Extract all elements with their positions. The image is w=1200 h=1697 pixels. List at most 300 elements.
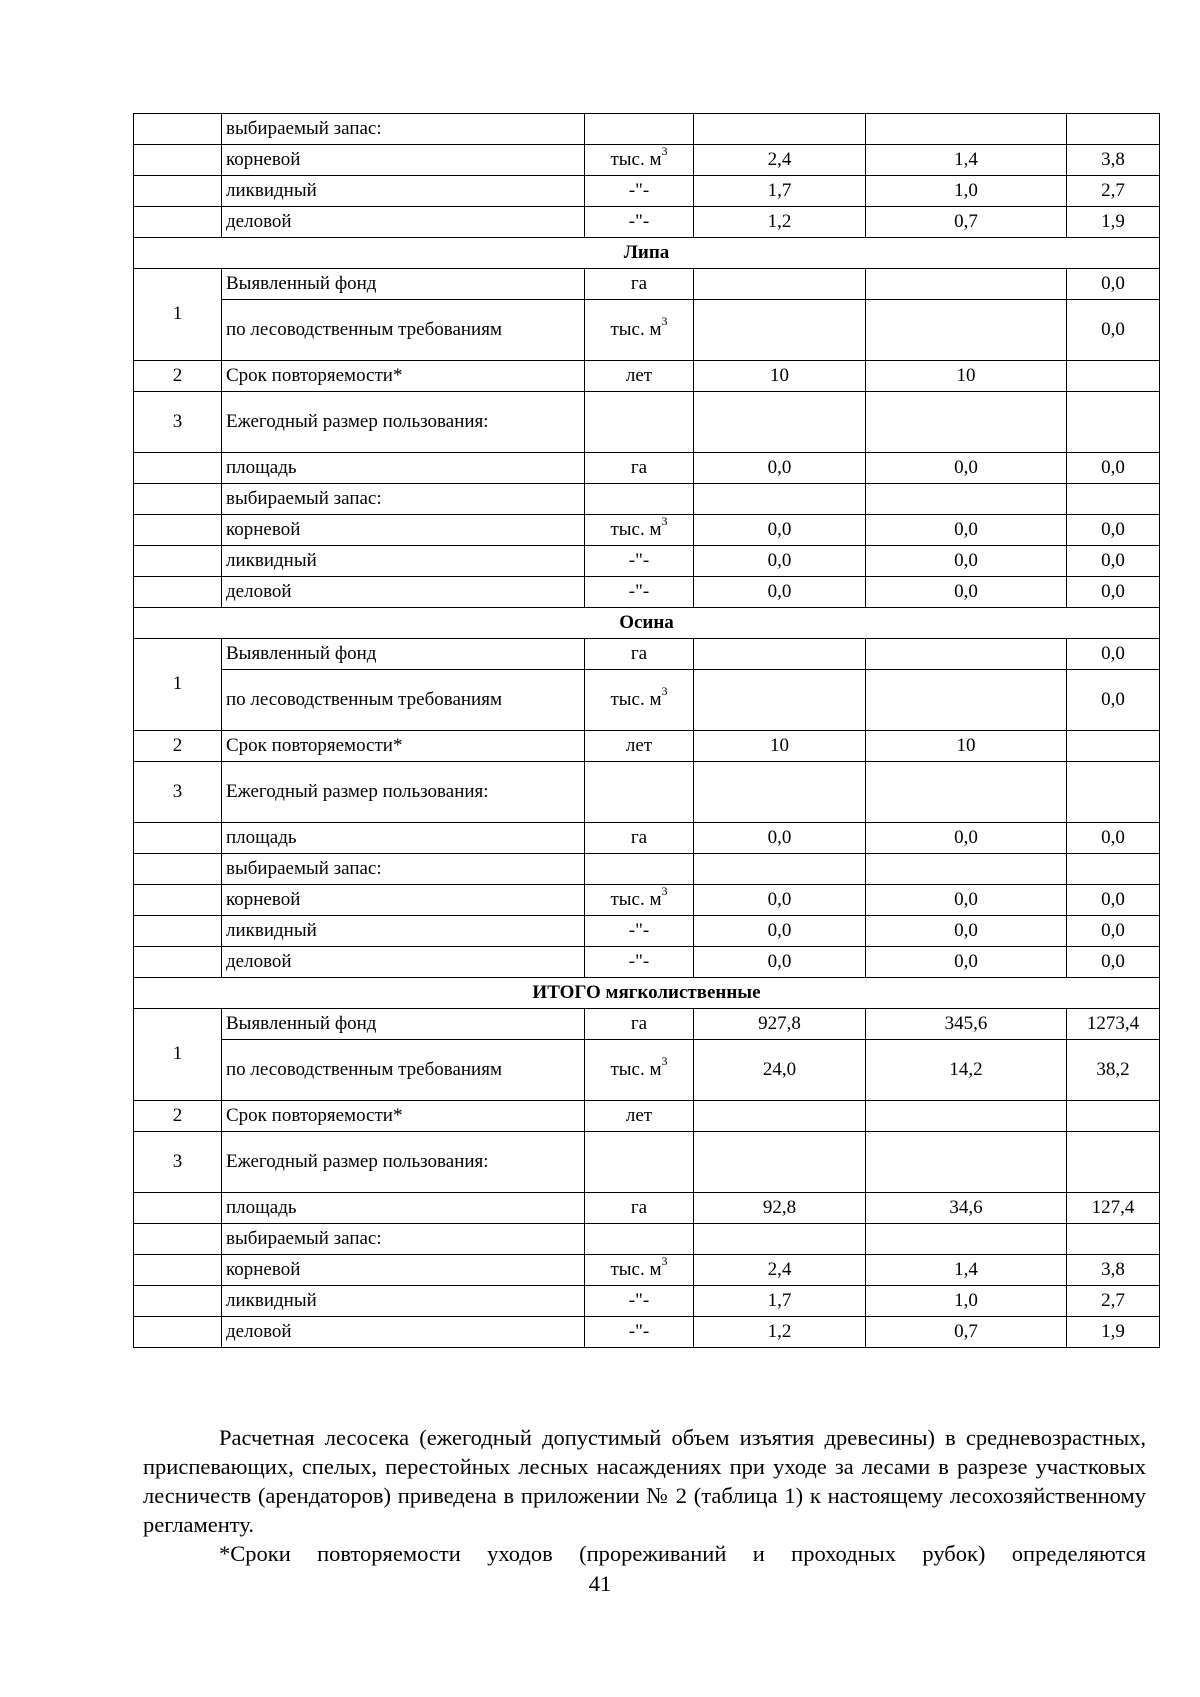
value-cell-3 bbox=[1067, 1255, 1160, 1286]
section-title-cell-text: Осина bbox=[619, 611, 674, 633]
unit-superscript: 3 bbox=[661, 1054, 668, 1069]
row-label-cell bbox=[222, 639, 585, 670]
row-label-cell-text: площадь bbox=[226, 826, 297, 848]
value-cell-3-text: 0,0 bbox=[1101, 272, 1125, 294]
value-cell-3 bbox=[1067, 885, 1160, 916]
value-cell-1-text: 1,2 bbox=[767, 210, 792, 232]
value-cell-3 bbox=[1067, 515, 1160, 546]
value-cell-3 bbox=[1067, 484, 1160, 515]
unit-cell-text: тыс. м bbox=[610, 318, 662, 340]
value-cell-1 bbox=[694, 885, 866, 916]
unit-cell bbox=[585, 145, 694, 176]
value-cell-2 bbox=[866, 484, 1067, 515]
table-row bbox=[134, 885, 1160, 916]
value-cell-3 bbox=[1067, 176, 1160, 207]
unit-cell-text: га bbox=[630, 456, 648, 478]
value-cell-1-text: 2,4 bbox=[767, 1258, 792, 1280]
value-cell-1 bbox=[694, 1193, 866, 1224]
table-row bbox=[134, 854, 1160, 885]
value-cell-2 bbox=[866, 515, 1067, 546]
row-label-cell bbox=[222, 1132, 585, 1193]
value-cell-1-text: 1,7 bbox=[767, 1289, 792, 1311]
unit-cell bbox=[585, 269, 694, 300]
section-title-cell bbox=[134, 238, 1160, 269]
row-label-cell bbox=[222, 1317, 585, 1348]
table-row bbox=[134, 1101, 1160, 1132]
value-cell-3-text: 0,0 bbox=[1101, 318, 1125, 340]
unit-cell bbox=[585, 207, 694, 238]
section-title-cell-text: ИТОГО мягколиственные bbox=[532, 981, 761, 1003]
unit-cell bbox=[585, 670, 694, 731]
value-cell-3-text: 3,8 bbox=[1101, 148, 1125, 170]
value-cell-3-text: 127,4 bbox=[1091, 1196, 1135, 1218]
row-number-cell bbox=[134, 762, 222, 823]
row-label-cell bbox=[222, 361, 585, 392]
unit-cell bbox=[585, 361, 694, 392]
value-cell-2-text: 0,0 bbox=[954, 549, 978, 571]
value-cell-1-text: 10 bbox=[770, 734, 789, 756]
value-cell-1 bbox=[694, 639, 866, 670]
value-cell-2 bbox=[866, 1224, 1067, 1255]
value-cell-1-text: 10 bbox=[770, 364, 789, 386]
value-cell-1-text: 0,0 bbox=[767, 456, 792, 478]
value-cell-1 bbox=[694, 1224, 866, 1255]
value-cell-3 bbox=[1067, 361, 1160, 392]
value-cell-3-text: 0,0 bbox=[1101, 826, 1125, 848]
row-number-cell-text: 3 bbox=[172, 1150, 183, 1172]
unit-cell bbox=[585, 114, 694, 145]
row-label-cell bbox=[222, 885, 585, 916]
row-label-cell-text: выбираемый запас: bbox=[226, 117, 382, 139]
value-cell-3 bbox=[1067, 947, 1160, 978]
value-cell-2 bbox=[866, 885, 1067, 916]
row-label-cell bbox=[222, 1040, 585, 1101]
row-label-cell-text: ликвидный bbox=[226, 179, 317, 201]
value-cell-1 bbox=[694, 1009, 866, 1040]
table-row bbox=[134, 670, 1160, 731]
value-cell-2 bbox=[866, 207, 1067, 238]
unit-cell bbox=[585, 484, 694, 515]
value-cell-3 bbox=[1067, 1224, 1160, 1255]
value-cell-2 bbox=[866, 114, 1067, 145]
table-row bbox=[134, 300, 1160, 361]
value-cell-3 bbox=[1067, 207, 1160, 238]
table-row bbox=[134, 1132, 1160, 1193]
table-row bbox=[134, 1040, 1160, 1101]
unit-cell-text: -"- bbox=[628, 210, 650, 232]
unit-cell-text: -"- bbox=[628, 919, 650, 941]
unit-cell bbox=[585, 1040, 694, 1101]
row-label-cell bbox=[222, 1009, 585, 1040]
section-header-row bbox=[134, 608, 1160, 639]
row-label-cell bbox=[222, 392, 585, 453]
value-cell-2 bbox=[866, 1193, 1067, 1224]
row-label-cell-text: Ежегодный размер пользования: bbox=[226, 410, 489, 432]
paragraph-1: Расчетная лесосека (ежегодный допустимый объем изъятия древесины) в средневозрастных, приспевающих, спелых, перестойных лесных насаждениях при уходе за лесами в разрезе участковых лесничеств (арендаторов) приведена в приложении № 2 (таблица 1) к настоящему лесохозяйственному регламенту. bbox=[143, 1425, 1146, 1537]
unit-superscript: 3 bbox=[661, 1254, 668, 1269]
value-cell-3 bbox=[1067, 577, 1160, 608]
value-cell-1 bbox=[694, 1286, 866, 1317]
table-row bbox=[134, 546, 1160, 577]
logging-table bbox=[133, 113, 1160, 1348]
value-cell-2-text: 0,0 bbox=[954, 919, 978, 941]
row-label-cell-text: выбираемый запас: bbox=[226, 487, 382, 509]
row-number-cell bbox=[134, 114, 222, 145]
row-number-cell-text: 3 bbox=[172, 780, 183, 802]
unit-cell-text: га bbox=[630, 1012, 648, 1034]
unit-cell-text: -"- bbox=[628, 950, 650, 972]
value-cell-2 bbox=[866, 1101, 1067, 1132]
unit-superscript: 3 bbox=[661, 884, 668, 899]
value-cell-1-text: 0,0 bbox=[767, 950, 792, 972]
value-cell-2 bbox=[866, 453, 1067, 484]
value-cell-2-text: 0,0 bbox=[954, 456, 978, 478]
unit-cell bbox=[585, 546, 694, 577]
table-row bbox=[134, 361, 1160, 392]
value-cell-2 bbox=[866, 762, 1067, 823]
value-cell-2 bbox=[866, 916, 1067, 947]
value-cell-2 bbox=[866, 546, 1067, 577]
value-cell-1 bbox=[694, 269, 866, 300]
row-number-cell bbox=[134, 854, 222, 885]
unit-cell bbox=[585, 731, 694, 762]
value-cell-2 bbox=[866, 1286, 1067, 1317]
unit-cell-text: -"- bbox=[628, 179, 650, 201]
value-cell-3-text: 0,0 bbox=[1101, 549, 1125, 571]
row-label-cell bbox=[222, 577, 585, 608]
unit-superscript: 3 bbox=[661, 684, 668, 699]
row-label-cell-text: Ежегодный размер пользования: bbox=[226, 1150, 489, 1172]
value-cell-1 bbox=[694, 361, 866, 392]
row-label-cell bbox=[222, 916, 585, 947]
unit-cell-text: тыс. м bbox=[610, 148, 662, 170]
row-number-cell bbox=[134, 1317, 222, 1348]
row-label-cell bbox=[222, 854, 585, 885]
row-label-cell-text: Срок повторяемости* bbox=[226, 734, 403, 756]
table-row bbox=[134, 453, 1160, 484]
value-cell-2-text: 1,0 bbox=[954, 1289, 978, 1311]
value-cell-1 bbox=[694, 577, 866, 608]
table-row bbox=[134, 515, 1160, 546]
row-label-cell bbox=[222, 823, 585, 854]
row-label-cell-text: корневой bbox=[226, 148, 301, 170]
value-cell-1-text: 1,2 bbox=[767, 1320, 792, 1342]
row-label-cell-text: ликвидный bbox=[226, 919, 317, 941]
row-label-cell-text: корневой bbox=[226, 1258, 301, 1280]
row-number-cell-text: 1 bbox=[172, 1043, 183, 1065]
row-label-cell bbox=[222, 1255, 585, 1286]
row-label-cell bbox=[222, 731, 585, 762]
unit-cell bbox=[585, 762, 694, 823]
value-cell-3-text: 0,0 bbox=[1101, 888, 1125, 910]
row-label-cell bbox=[222, 515, 585, 546]
unit-cell bbox=[585, 854, 694, 885]
value-cell-3-text: 38,2 bbox=[1096, 1058, 1130, 1080]
value-cell-1 bbox=[694, 1255, 866, 1286]
row-label-cell bbox=[222, 207, 585, 238]
unit-cell bbox=[585, 639, 694, 670]
row-label-cell-text: Выявленный фонд bbox=[226, 1012, 377, 1034]
row-label-cell-text: деловой bbox=[226, 210, 292, 232]
unit-cell-text: га bbox=[630, 1196, 648, 1218]
section-header-row bbox=[134, 978, 1160, 1009]
unit-cell bbox=[585, 885, 694, 916]
value-cell-3 bbox=[1067, 1193, 1160, 1224]
value-cell-3-text: 0,0 bbox=[1101, 518, 1125, 540]
value-cell-1 bbox=[694, 670, 866, 731]
section-title-cell bbox=[134, 978, 1160, 1009]
row-label-cell bbox=[222, 1101, 585, 1132]
row-label-cell-text: Срок повторяемости* bbox=[226, 364, 403, 386]
value-cell-2 bbox=[866, 176, 1067, 207]
row-number-cell bbox=[134, 1224, 222, 1255]
unit-cell bbox=[585, 176, 694, 207]
unit-cell bbox=[585, 916, 694, 947]
row-label-cell-text: площадь bbox=[226, 1196, 297, 1218]
row-number-cell-text: 2 bbox=[172, 734, 183, 756]
table-row bbox=[134, 176, 1160, 207]
row-number-cell bbox=[134, 484, 222, 515]
row-number-cell bbox=[134, 392, 222, 453]
value-cell-1 bbox=[694, 114, 866, 145]
unit-cell-text: тыс. м bbox=[610, 688, 662, 710]
unit-cell-text: га bbox=[630, 642, 648, 664]
value-cell-1 bbox=[694, 207, 866, 238]
value-cell-2-text: 10 bbox=[956, 364, 976, 386]
unit-cell bbox=[585, 1224, 694, 1255]
value-cell-3 bbox=[1067, 916, 1160, 947]
value-cell-3 bbox=[1067, 1009, 1160, 1040]
value-cell-2 bbox=[866, 1317, 1067, 1348]
value-cell-1 bbox=[694, 546, 866, 577]
value-cell-1 bbox=[694, 300, 866, 361]
value-cell-3 bbox=[1067, 300, 1160, 361]
value-cell-2 bbox=[866, 947, 1067, 978]
value-cell-2-text: 1,0 bbox=[954, 179, 978, 201]
value-cell-2 bbox=[866, 1040, 1067, 1101]
value-cell-1 bbox=[694, 854, 866, 885]
unit-cell-text: -"- bbox=[628, 580, 650, 602]
value-cell-2 bbox=[866, 300, 1067, 361]
value-cell-2-text: 0,7 bbox=[954, 210, 978, 232]
table-row bbox=[134, 1009, 1160, 1040]
row-label-cell bbox=[222, 670, 585, 731]
value-cell-3-text: 2,7 bbox=[1101, 1289, 1125, 1311]
value-cell-2 bbox=[866, 1255, 1067, 1286]
value-cell-1 bbox=[694, 762, 866, 823]
value-cell-2-text: 1,4 bbox=[954, 1258, 978, 1280]
unit-cell bbox=[585, 1193, 694, 1224]
value-cell-2-text: 0,7 bbox=[954, 1320, 978, 1342]
row-number-cell bbox=[134, 453, 222, 484]
page-number: 41 bbox=[588, 1571, 612, 1596]
row-number-cell bbox=[134, 1255, 222, 1286]
value-cell-3 bbox=[1067, 823, 1160, 854]
row-label-cell-text: Срок повторяемости* bbox=[226, 1104, 403, 1126]
row-label-cell bbox=[222, 269, 585, 300]
table-row bbox=[134, 484, 1160, 515]
value-cell-3-text: 0,0 bbox=[1101, 642, 1125, 664]
value-cell-3 bbox=[1067, 1286, 1160, 1317]
row-label-cell-text: ликвидный bbox=[226, 549, 317, 571]
row-number-cell-text: 1 bbox=[172, 303, 183, 325]
value-cell-3 bbox=[1067, 639, 1160, 670]
value-cell-3-text: 2,7 bbox=[1101, 179, 1125, 201]
table-row bbox=[134, 823, 1160, 854]
value-cell-1-text: 927,8 bbox=[758, 1012, 801, 1034]
row-number-cell bbox=[134, 546, 222, 577]
unit-cell-text: -"- bbox=[628, 1320, 650, 1342]
value-cell-2-text: 34,6 bbox=[949, 1196, 983, 1218]
value-cell-2-text: 0,0 bbox=[954, 950, 978, 972]
unit-cell-text: -"- bbox=[628, 549, 650, 571]
table-row bbox=[134, 731, 1160, 762]
row-label-cell bbox=[222, 546, 585, 577]
unit-cell bbox=[585, 300, 694, 361]
row-number-cell bbox=[134, 176, 222, 207]
value-cell-1 bbox=[694, 176, 866, 207]
value-cell-1 bbox=[694, 1101, 866, 1132]
table-row bbox=[134, 916, 1160, 947]
row-number-cell bbox=[134, 885, 222, 916]
row-label-cell-text: по лесоводственным требованиям bbox=[226, 318, 502, 340]
value-cell-3-text: 1273,4 bbox=[1086, 1012, 1140, 1034]
value-cell-3-text: 1,9 bbox=[1101, 210, 1125, 232]
value-cell-1 bbox=[694, 145, 866, 176]
value-cell-1 bbox=[694, 484, 866, 515]
unit-cell bbox=[585, 1132, 694, 1193]
value-cell-3 bbox=[1067, 392, 1160, 453]
row-number-cell-text: 2 bbox=[172, 1104, 183, 1126]
value-cell-3-text: 1,9 bbox=[1101, 1320, 1125, 1342]
value-cell-2 bbox=[866, 731, 1067, 762]
row-label-cell bbox=[222, 145, 585, 176]
table-row bbox=[134, 114, 1160, 145]
row-label-cell bbox=[222, 176, 585, 207]
value-cell-1-text: 0,0 bbox=[767, 518, 792, 540]
row-number-cell bbox=[134, 639, 222, 731]
row-label-cell-text: деловой bbox=[226, 1320, 292, 1342]
row-label-cell-text: ликвидный bbox=[226, 1289, 317, 1311]
value-cell-2-text: 0,0 bbox=[954, 826, 978, 848]
row-label-cell-text: по лесоводственным требованиям bbox=[226, 1058, 502, 1080]
row-label-cell-text: выбираемый запас: bbox=[226, 857, 382, 879]
row-label-cell bbox=[222, 1193, 585, 1224]
value-cell-3 bbox=[1067, 854, 1160, 885]
unit-cell-text: га bbox=[630, 826, 648, 848]
value-cell-1 bbox=[694, 392, 866, 453]
value-cell-3 bbox=[1067, 114, 1160, 145]
paragraph-2: *Сроки повторяемости уходов (прореживаний и проходных рубок) определяются bbox=[219, 1541, 1146, 1566]
row-label-cell bbox=[222, 300, 585, 361]
table-row bbox=[134, 1255, 1160, 1286]
value-cell-3-text: 0,0 bbox=[1101, 580, 1125, 602]
row-label-cell-text: Выявленный фонд bbox=[226, 272, 377, 294]
unit-cell-text: лет bbox=[625, 364, 653, 386]
value-cell-3-text: 0,0 bbox=[1101, 950, 1125, 972]
unit-cell bbox=[585, 1255, 694, 1286]
table-row bbox=[134, 1224, 1160, 1255]
row-number-cell bbox=[134, 269, 222, 361]
section-title-cell-text: Липа bbox=[623, 241, 670, 263]
table-row bbox=[134, 1193, 1160, 1224]
unit-cell bbox=[585, 823, 694, 854]
value-cell-3 bbox=[1067, 1040, 1160, 1101]
row-label-cell-text: Ежегодный размер пользования: bbox=[226, 780, 489, 802]
value-cell-2 bbox=[866, 639, 1067, 670]
row-label-cell-text: корневой bbox=[226, 888, 301, 910]
row-number-cell bbox=[134, 1101, 222, 1132]
value-cell-2 bbox=[866, 145, 1067, 176]
row-label-cell bbox=[222, 453, 585, 484]
value-cell-3-text: 3,8 bbox=[1101, 1258, 1125, 1280]
row-number-cell bbox=[134, 916, 222, 947]
unit-cell bbox=[585, 515, 694, 546]
row-label-cell bbox=[222, 1224, 585, 1255]
value-cell-1 bbox=[694, 916, 866, 947]
value-cell-3-text: 0,0 bbox=[1101, 456, 1125, 478]
unit-cell bbox=[585, 1317, 694, 1348]
table-row bbox=[134, 392, 1160, 453]
table-row bbox=[134, 207, 1160, 238]
value-cell-1-text: 2,4 bbox=[767, 148, 792, 170]
value-cell-2-text: 14,2 bbox=[949, 1058, 983, 1080]
unit-cell-text: тыс. м bbox=[610, 1258, 662, 1280]
value-cell-3 bbox=[1067, 1317, 1160, 1348]
unit-cell-text: га bbox=[630, 272, 648, 294]
unit-cell-text: лет bbox=[625, 1104, 653, 1126]
table-row bbox=[134, 639, 1160, 670]
row-number-cell bbox=[134, 1193, 222, 1224]
unit-cell bbox=[585, 453, 694, 484]
value-cell-3 bbox=[1067, 546, 1160, 577]
value-cell-2 bbox=[866, 577, 1067, 608]
unit-superscript: 3 bbox=[661, 144, 668, 159]
value-cell-1-text: 0,0 bbox=[767, 549, 792, 571]
row-label-cell bbox=[222, 762, 585, 823]
value-cell-3 bbox=[1067, 269, 1160, 300]
value-cell-3 bbox=[1067, 731, 1160, 762]
unit-cell bbox=[585, 1101, 694, 1132]
value-cell-2 bbox=[866, 1132, 1067, 1193]
table-row bbox=[134, 577, 1160, 608]
row-number-cell bbox=[134, 1286, 222, 1317]
unit-cell-text: тыс. м bbox=[610, 1058, 662, 1080]
value-cell-2-text: 1,4 bbox=[954, 148, 978, 170]
row-label-cell-text: Выявленный фонд bbox=[226, 642, 377, 664]
value-cell-2-text: 345,6 bbox=[944, 1012, 988, 1034]
row-number-cell bbox=[134, 1009, 222, 1101]
value-cell-2 bbox=[866, 269, 1067, 300]
value-cell-1 bbox=[694, 515, 866, 546]
row-label-cell bbox=[222, 484, 585, 515]
section-title-cell bbox=[134, 608, 1160, 639]
value-cell-1 bbox=[694, 453, 866, 484]
value-cell-1-text: 1,7 bbox=[767, 179, 792, 201]
unit-cell-text: лет bbox=[625, 734, 653, 756]
value-cell-2 bbox=[866, 392, 1067, 453]
value-cell-2 bbox=[866, 670, 1067, 731]
row-number-cell-text: 2 bbox=[172, 364, 183, 386]
value-cell-1-text: 24,0 bbox=[762, 1058, 797, 1080]
value-cell-1-text: 0,0 bbox=[767, 919, 792, 941]
value-cell-2 bbox=[866, 361, 1067, 392]
unit-cell-text: тыс. м bbox=[610, 888, 662, 910]
unit-superscript: 3 bbox=[661, 314, 668, 329]
value-cell-3-text: 0,0 bbox=[1101, 688, 1125, 710]
row-label-cell-text: деловой bbox=[226, 580, 292, 602]
row-number-cell bbox=[134, 145, 222, 176]
